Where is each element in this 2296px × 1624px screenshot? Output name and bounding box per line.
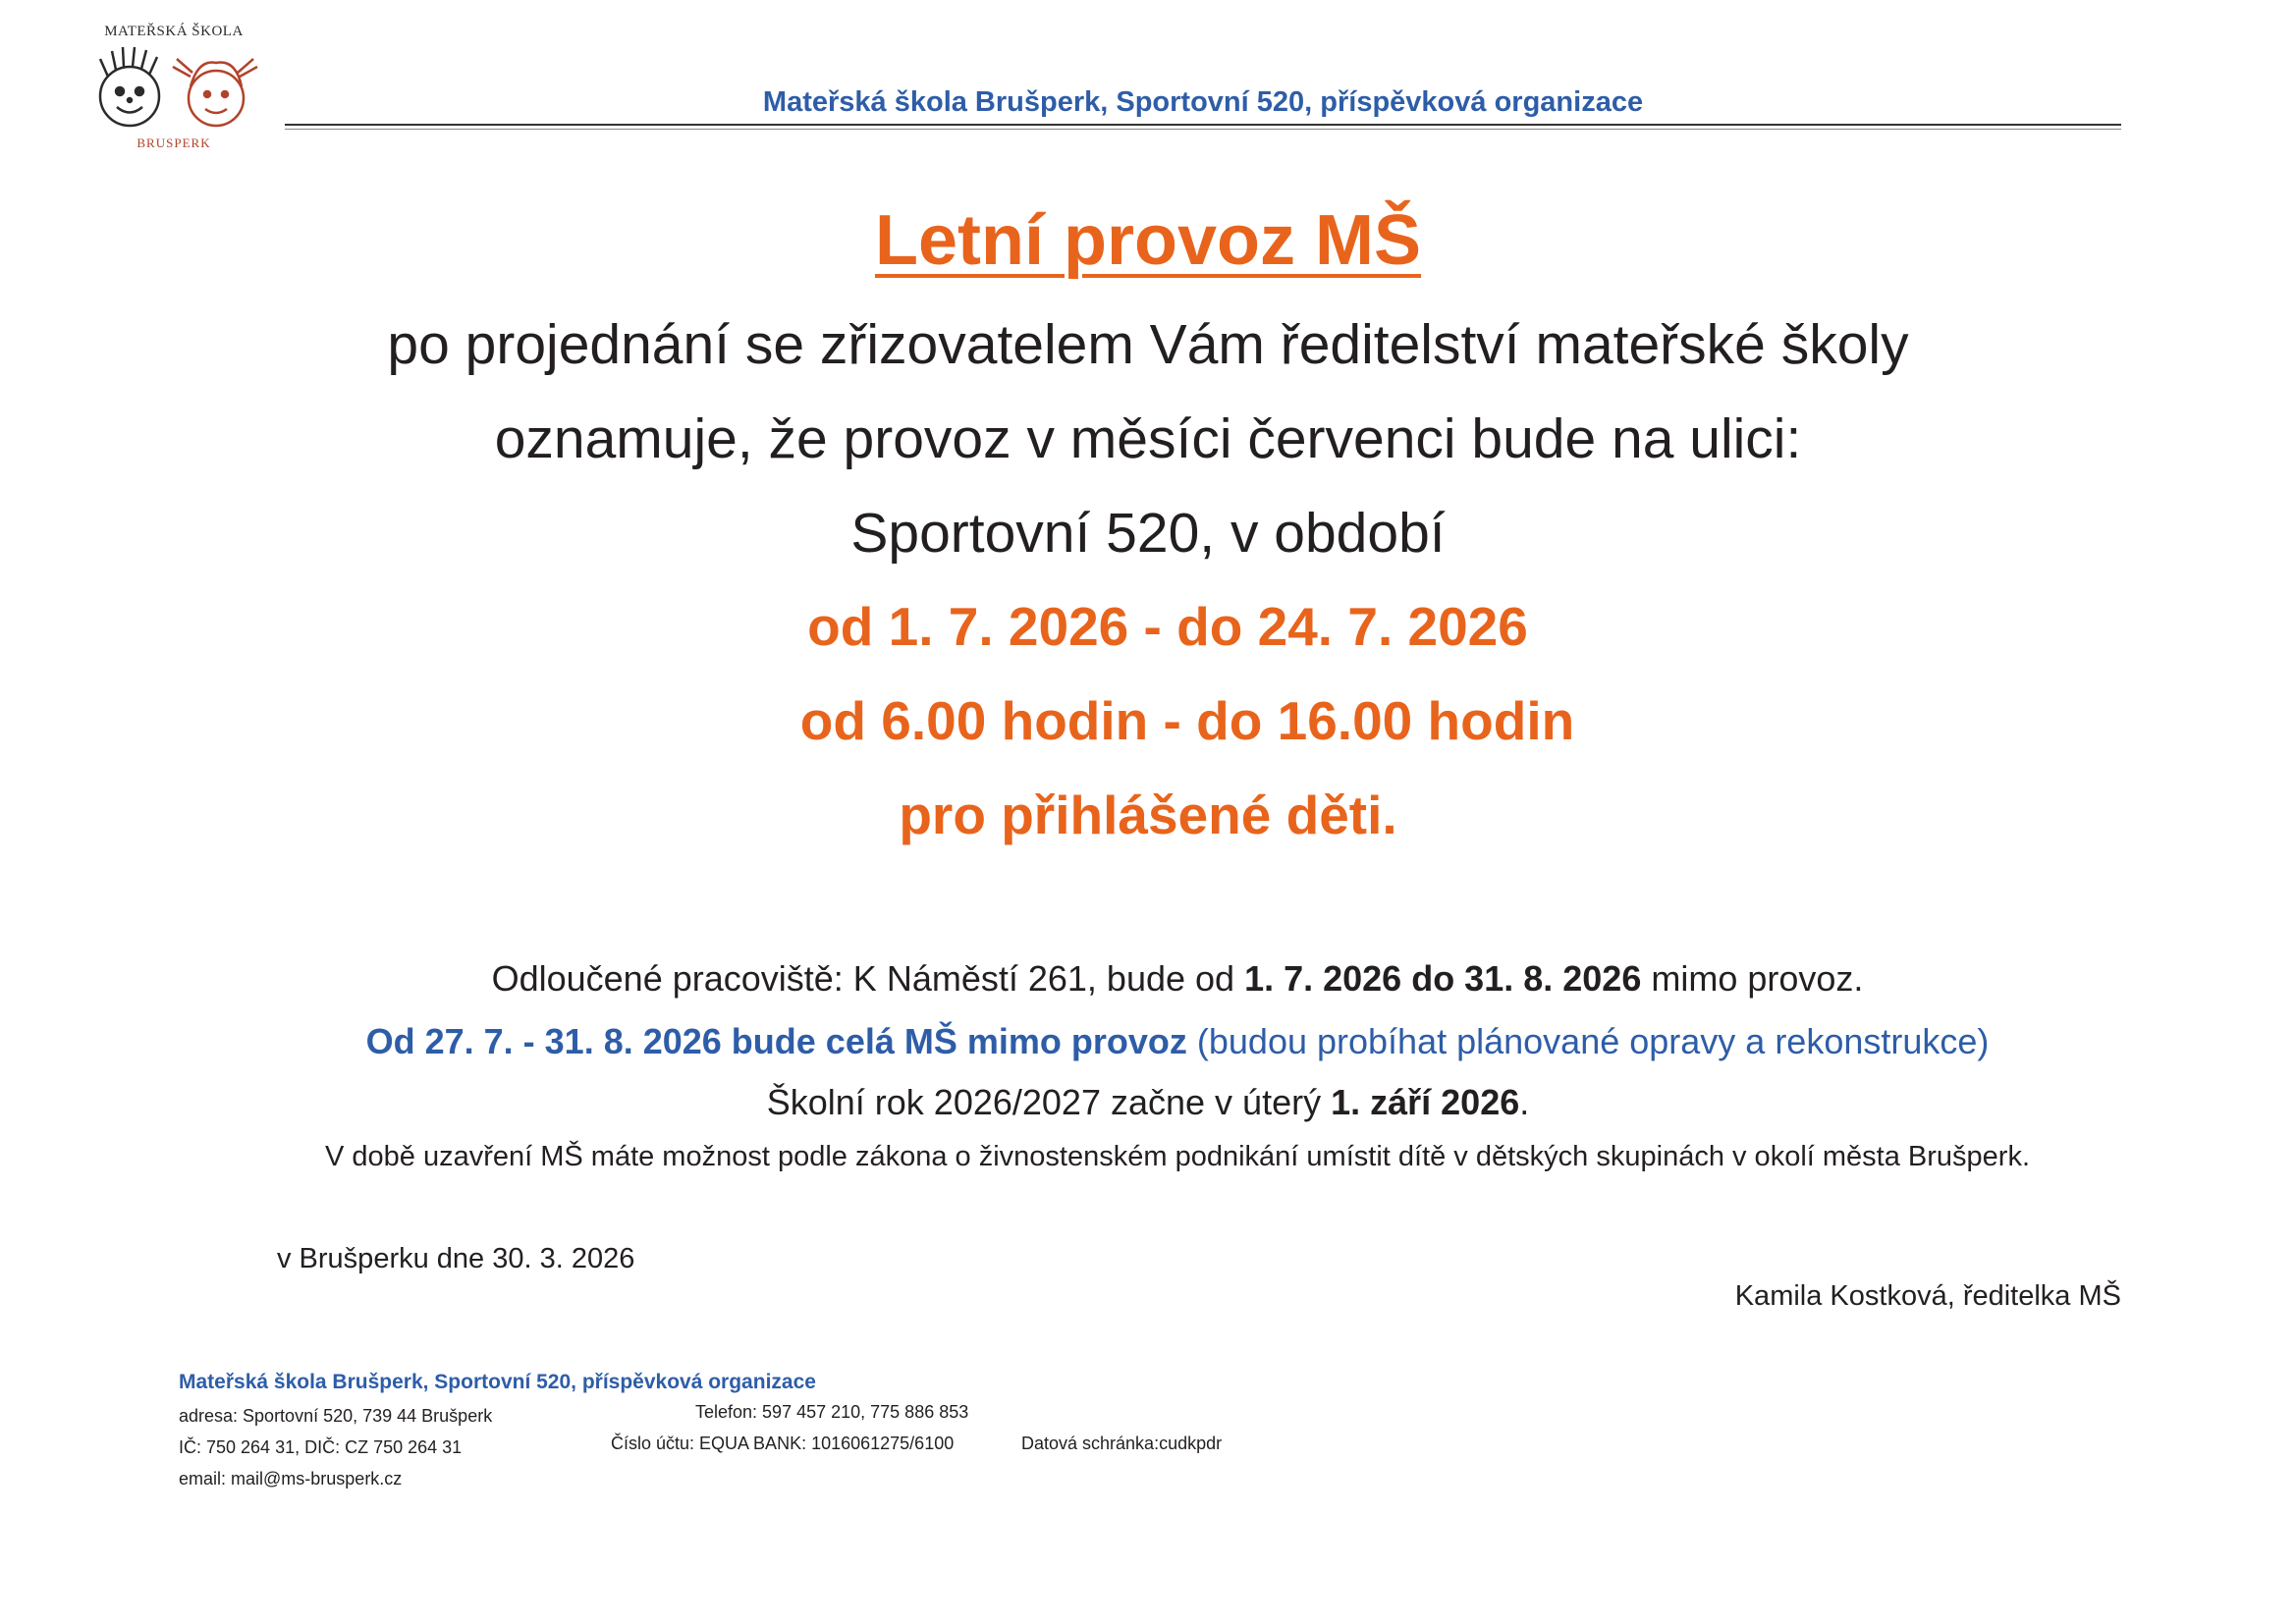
school-year-suffix: . (1519, 1082, 1530, 1122)
signature: Kamila Kostková, ředitelka MŠ (1734, 1280, 2121, 1312)
full-closure-reason: (budou probíhat plánované opravy a rekonstrukce) (1186, 1021, 1990, 1061)
branch-suffix: mimo provoz. (1641, 958, 1864, 999)
logo-top-text: MATEŘSKÁ ŠKOLA (104, 24, 244, 39)
notice-line-2: oznamuje, že provoz v měsíci červenci bude na ulici: (494, 407, 1802, 470)
footer-data-box: Datová schránka:cudkpdr (1021, 1434, 1223, 1453)
boy-face-icon (100, 47, 159, 126)
school-logo (71, 18, 277, 155)
children-faces-icon (71, 37, 277, 145)
footer-address: adresa: Sportovní 520, 739 44 Brušperk (179, 1406, 493, 1426)
registered-children-note: pro přihlášené děti. (899, 785, 1397, 845)
header-organization: Mateřská škola Brušperk, Sportovní 520, příspěvková organizace (762, 86, 1644, 118)
school-year-date: 1. září 2026 (1331, 1082, 1520, 1122)
place-and-date: v Brušperku dne 30. 3. 2026 (277, 1243, 635, 1274)
operation-date-range: od 1. 7. 2026 - do 24. 7. 2026 (807, 596, 1528, 657)
footer-ic-dic: IČ: 750 264 31, DIČ: CZ 750 264 31 (179, 1437, 463, 1457)
full-closure-line (29, 1021, 2296, 1062)
branch-prefix: Odloučené pracoviště: K Náměstí 261, bude od (491, 958, 1245, 999)
branch-dates: 1. 7. 2026 do 31. 8. 2026 (1244, 958, 1642, 999)
childcare-note: V době uzavření MŠ máte možnost podle zákona o živnostenském podnikání umístit dítě v dětských skupinách v okolí města Brušperk. (324, 1141, 2031, 1172)
full-closure-bold: Od 27. 7. - 31. 8. 2026 bude celá MŠ mimo provoz (365, 1021, 1187, 1061)
logo-bottom-text: BRUSPERK (137, 135, 211, 150)
header-divider-thin (285, 129, 2121, 130)
notice-title-text: Letní provoz MŠ (875, 201, 1421, 280)
footer-bank-account: Číslo účtu: EQUA BANK: 1016061275/6100 (611, 1434, 955, 1453)
girl-face-icon (173, 59, 257, 126)
operation-hours: od 6.00 hodin - do 16.00 hodin (799, 690, 1575, 751)
notice-line-3: Sportovní 520, v období (850, 502, 1446, 565)
footer-email: email: mail@ms-brusperk.cz (179, 1469, 403, 1489)
notice-title (0, 200, 2296, 281)
footer-organization: Mateřská škola Brušperk, Sportovní 520, příspěvková organizace (179, 1371, 816, 1393)
footer-phone: Telefon: 597 457 210, 775 886 853 (695, 1402, 969, 1422)
school-year-prefix: Školní rok 2026/2027 začne v úterý (766, 1082, 1332, 1122)
school-year-start-line (0, 1082, 2296, 1123)
branch-closure-line (29, 958, 2296, 1000)
notice-line-1: po projednání se zřizovatelem Vám ředitelství mateřské školy (387, 313, 1909, 376)
header-divider (285, 124, 2121, 126)
